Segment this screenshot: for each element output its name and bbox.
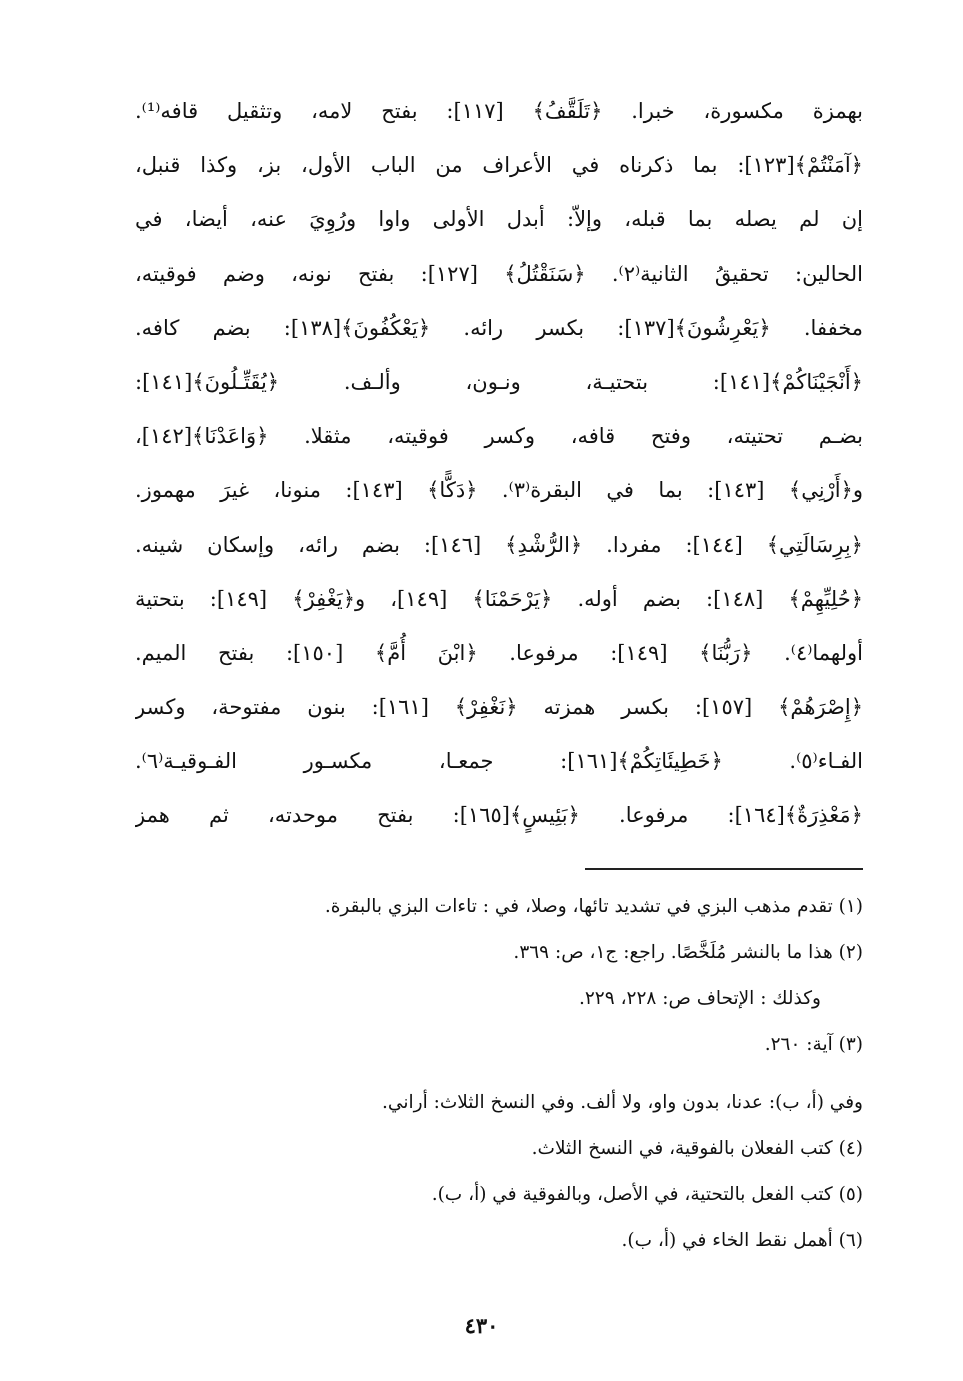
- footnote-line: (٣) آية: ٢٦٠.: [764, 1034, 863, 1055]
- text-line: ﴿مَعْذِرَةٌ﴾[١٦٤]: مرفوعا. ﴿بَئِيسٍ﴾[١٦٥]: بفتح موحدته، ثم همز: [135, 803, 863, 828]
- footnote-line: (٦) أهمل نقط الخاء في (أ، ب).: [621, 1230, 863, 1251]
- footnote-line: (٢) هذا ما بالنشر مُلَخَّصًا. راجع: ج١، ص: ٣٦٩.: [513, 942, 863, 963]
- text-line: بهمزة مكسورة، خبرا. ﴿تَلَقَّفُ﴾ [١١٧]: بفتح لامه، وتثقيل قافه⁽¹⁾.: [135, 99, 863, 123]
- footnote-separator: [585, 868, 863, 870]
- footnote-line: (١) تقدم مذهب البزي في تشديد تائها، وصلا، في : تاءات البزي بالبقرة.: [324, 896, 863, 917]
- text-line: بضـم تحتيته، وفتح قافه، وكسر فوقيته، مثقلا. ﴿وَاعَدْنَا﴾[١٤٢]،: [135, 424, 863, 449]
- text-line: ﴿أَنْجَيْنَاكُمْ﴾[١٤١]: بتحتيـة، ونـون، وألـف. ﴿يُقَتِّـلُونَ﴾[١٤١]:: [135, 369, 863, 394]
- text-line: الحالين: تحقيقُ الثانية⁽٢⁾. ﴿سَنَقْتُلُ﴾ [١٢٧]: بفتح نونه، وضم فوقيته،: [135, 261, 863, 286]
- text-line: أولهما⁽٤⁾. ﴿رَبُّنَا﴾ [١٤٩]: مرفوعا. ﴿ابْنَ أُمَّ﴾ [١٥٠]: بفتح الميم.: [135, 640, 863, 665]
- text-line: ﴿بِرِسَالَتِي﴾ [١٤٤]: مفردا. ﴿الرُّشْدِ﴾ [١٤٦]: بضم رائه، وإسكان شينه.: [135, 532, 863, 557]
- text-line: مخففا. ﴿يَعْرِشُونَ﴾[١٣٧]: بكسر رائه. ﴿يَعْكُفُونَ﴾[١٣٨]: بضم كافه.: [135, 315, 863, 340]
- footnote-gap: [135, 1068, 863, 1080]
- text-line: ﴿حُلِيِّهِمْ﴾ [١٤٨]: بضم أوله. ﴿يَرْحَمْنَا﴾ [١٤٩]، و﴿يَغْفِرْ﴾ [١٤٩]: بتحتية: [135, 586, 863, 611]
- footnote-line: (٥) كتب الفعل بالتحتية، في الأصل، وبالفوقية في (أ، ب).: [431, 1184, 863, 1205]
- page-number: ٤٣٠: [464, 1313, 499, 1338]
- text-line: إن لم يصله بما قبله، وإلاّ: أبدل الأولى واوا ورُوِيَ عنه، أيضا، في: [135, 207, 863, 232]
- main-text-block: [135, 84, 863, 843]
- footnotes-block: [135, 884, 863, 1264]
- footnote-line: وكذلك : الإتحاف ص: ٢٢٨، ٢٢٩.: [578, 988, 821, 1009]
- footnote-line: (٤) كتب الفعلان بالفوقية، في النسخ الثلاث.: [531, 1138, 863, 1159]
- footnote-line: وفي (أ، ب): عدنا، بدون واو، ولا ألف. وفي النسخ الثلاث: أراني.: [382, 1092, 863, 1113]
- text-line: الفـاء⁽٥⁾. ﴿خَطِيئَاتِكُمْ﴾[١٦١]: جمعـا، مكسـور الفـوقيـة⁽٦⁾.: [135, 749, 863, 774]
- text-line: ﴿آمَنْتُمْ﴾[١٢٣]: بما ذكرناه في الأعراف من الباب الأول، بز، وكذا قنبل،: [135, 153, 863, 178]
- text-line: ﴿إِصْرَهُمْ﴾ [١٥٧]: بكسر همزته ﴿نَغْفِرْ﴾ [١٦١]: بنون مفتوحة، وكسر: [135, 695, 863, 720]
- text-line: و﴿أَرْنِي﴾ [١٤٣]: بما في البقرة⁽٣⁾. ﴿دَكًّا﴾ [١٤٣]: منونا، غيرَ مهموز.: [135, 478, 863, 503]
